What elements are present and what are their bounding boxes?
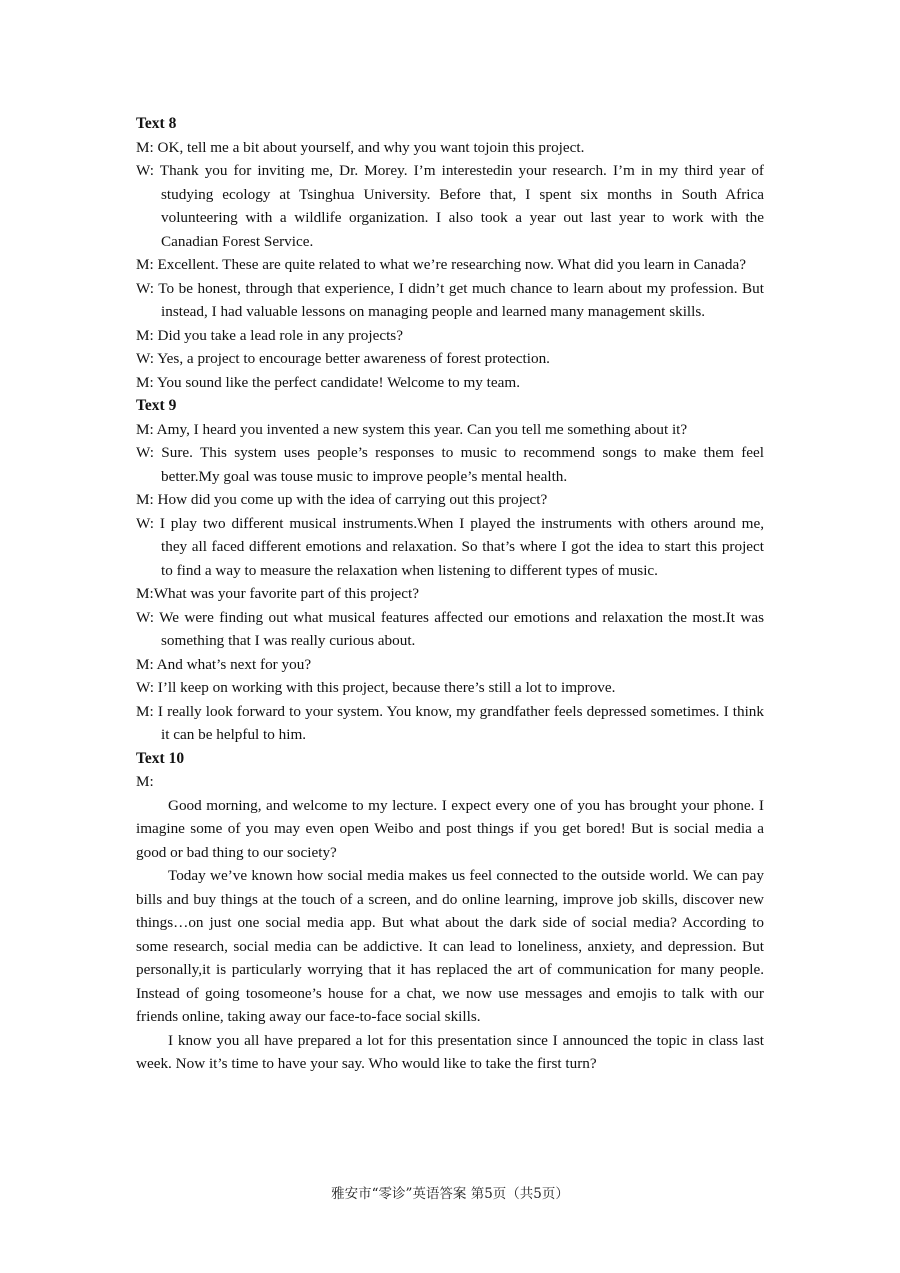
- dialogue-line: W: I play two different musical instruments.When I played the instruments with others around me, they all faced different emotions and relaxation. So that’s where I got the idea to start this project to find a way to measure the relaxation when listening to different types of music.: [136, 514, 764, 579]
- dialogue-line: W: To be honest, through that experience, I didn’t get much chance to learn about my profession. But instead, I had valuable lessons on managing people and learned many management skills.: [136, 279, 764, 320]
- dialogue-line: W: Sure. This system uses people’s responses to music to recommend songs to make them feel better.My goal was touse music to improve people’s mental health.: [136, 444, 764, 485]
- monologue-paragraph: Good morning, and welcome to my lecture. I expect every one of you has brought your phone. I imagine some of you may even open Weibo and post things if you get bored! But is social media a good or bad thing to our society?: [136, 796, 764, 861]
- page-footer: 雅安市“零诊”英语答案 第5页（共5页）: [331, 1186, 569, 1202]
- dialogue-line: M: I really look forward to your system. You know, my grandfather feels depressed sometimes. I think it can be helpful to him.: [136, 702, 764, 743]
- monologue-paragraph: Today we’ve known how social media makes us feel connected to the outside world. We can pay bills and buy things at the touch of a screen, and do online learning, improve job skills, discover new things…on just one social media app. But what about the dark side of social media? According to some research, social media can be addictive. It can lead to loneliness, anxiety, and depression. But personally,it is particularly worrying that it has replaced the art of communication for many people. Instead of going tosomeone’s house for a chat, we now use messages and emojis to talk with our friends online, taking away our face-to-face social skills.: [136, 867, 764, 1025]
- section-heading-text-10: Text 10: [136, 749, 185, 767]
- speaker-label: M:: [136, 773, 154, 790]
- dialogue-line: W: We were finding out what musical features affected our emotions and relaxation the most.It was something that I was really curious about.: [136, 608, 764, 649]
- dialogue-line: W: I’ll keep on working with this project, because there’s still a lot to improve.: [136, 679, 616, 696]
- dialogue-line: M: How did you come up with the idea of carrying out this project?: [136, 491, 548, 508]
- dialogue-line: M: And what’s next for you?: [136, 655, 312, 673]
- section-heading-text-9: Text 9: [136, 397, 177, 414]
- monologue-paragraph: I know you all have prepared a lot for this presentation since I announced the topic in class last week. Now it’s time to have your say. Who would like to take the first turn?: [136, 1031, 764, 1072]
- dialogue-line: M: You sound like the perfect candidate! Welcome to my team.: [136, 373, 520, 391]
- dialogue-line: M: Amy, I heard you invented a new system this year. Can you tell me something about it?: [136, 420, 688, 438]
- dialogue-line: M: OK, tell me a bit about yourself, and why you want tojoin this project.: [136, 138, 585, 156]
- dialogue-line: M: Excellent. These are quite related to what we’re researching now. What did you learn in Canada?: [136, 256, 746, 273]
- document-body: [136, 112, 764, 1076]
- section-heading-text-8: Text 8: [136, 115, 177, 132]
- dialogue-line: W: Yes, a project to encourage better awareness of forest protection.: [136, 350, 550, 367]
- dialogue-line: W: Thank you for inviting me, Dr. Morey. I’m interestedin your research. I’m in my third year of studying ecology at Tsinghua University. Before that, I spent six months in South Africa volunteering with a wildlife organization. I also took a year out last year to work with the Canadian Forest Service.: [136, 162, 764, 250]
- dialogue-line: M: Did you take a lead role in any projects?: [136, 326, 403, 344]
- dialogue-line: M:What was your favorite part of this project?: [136, 585, 419, 602]
